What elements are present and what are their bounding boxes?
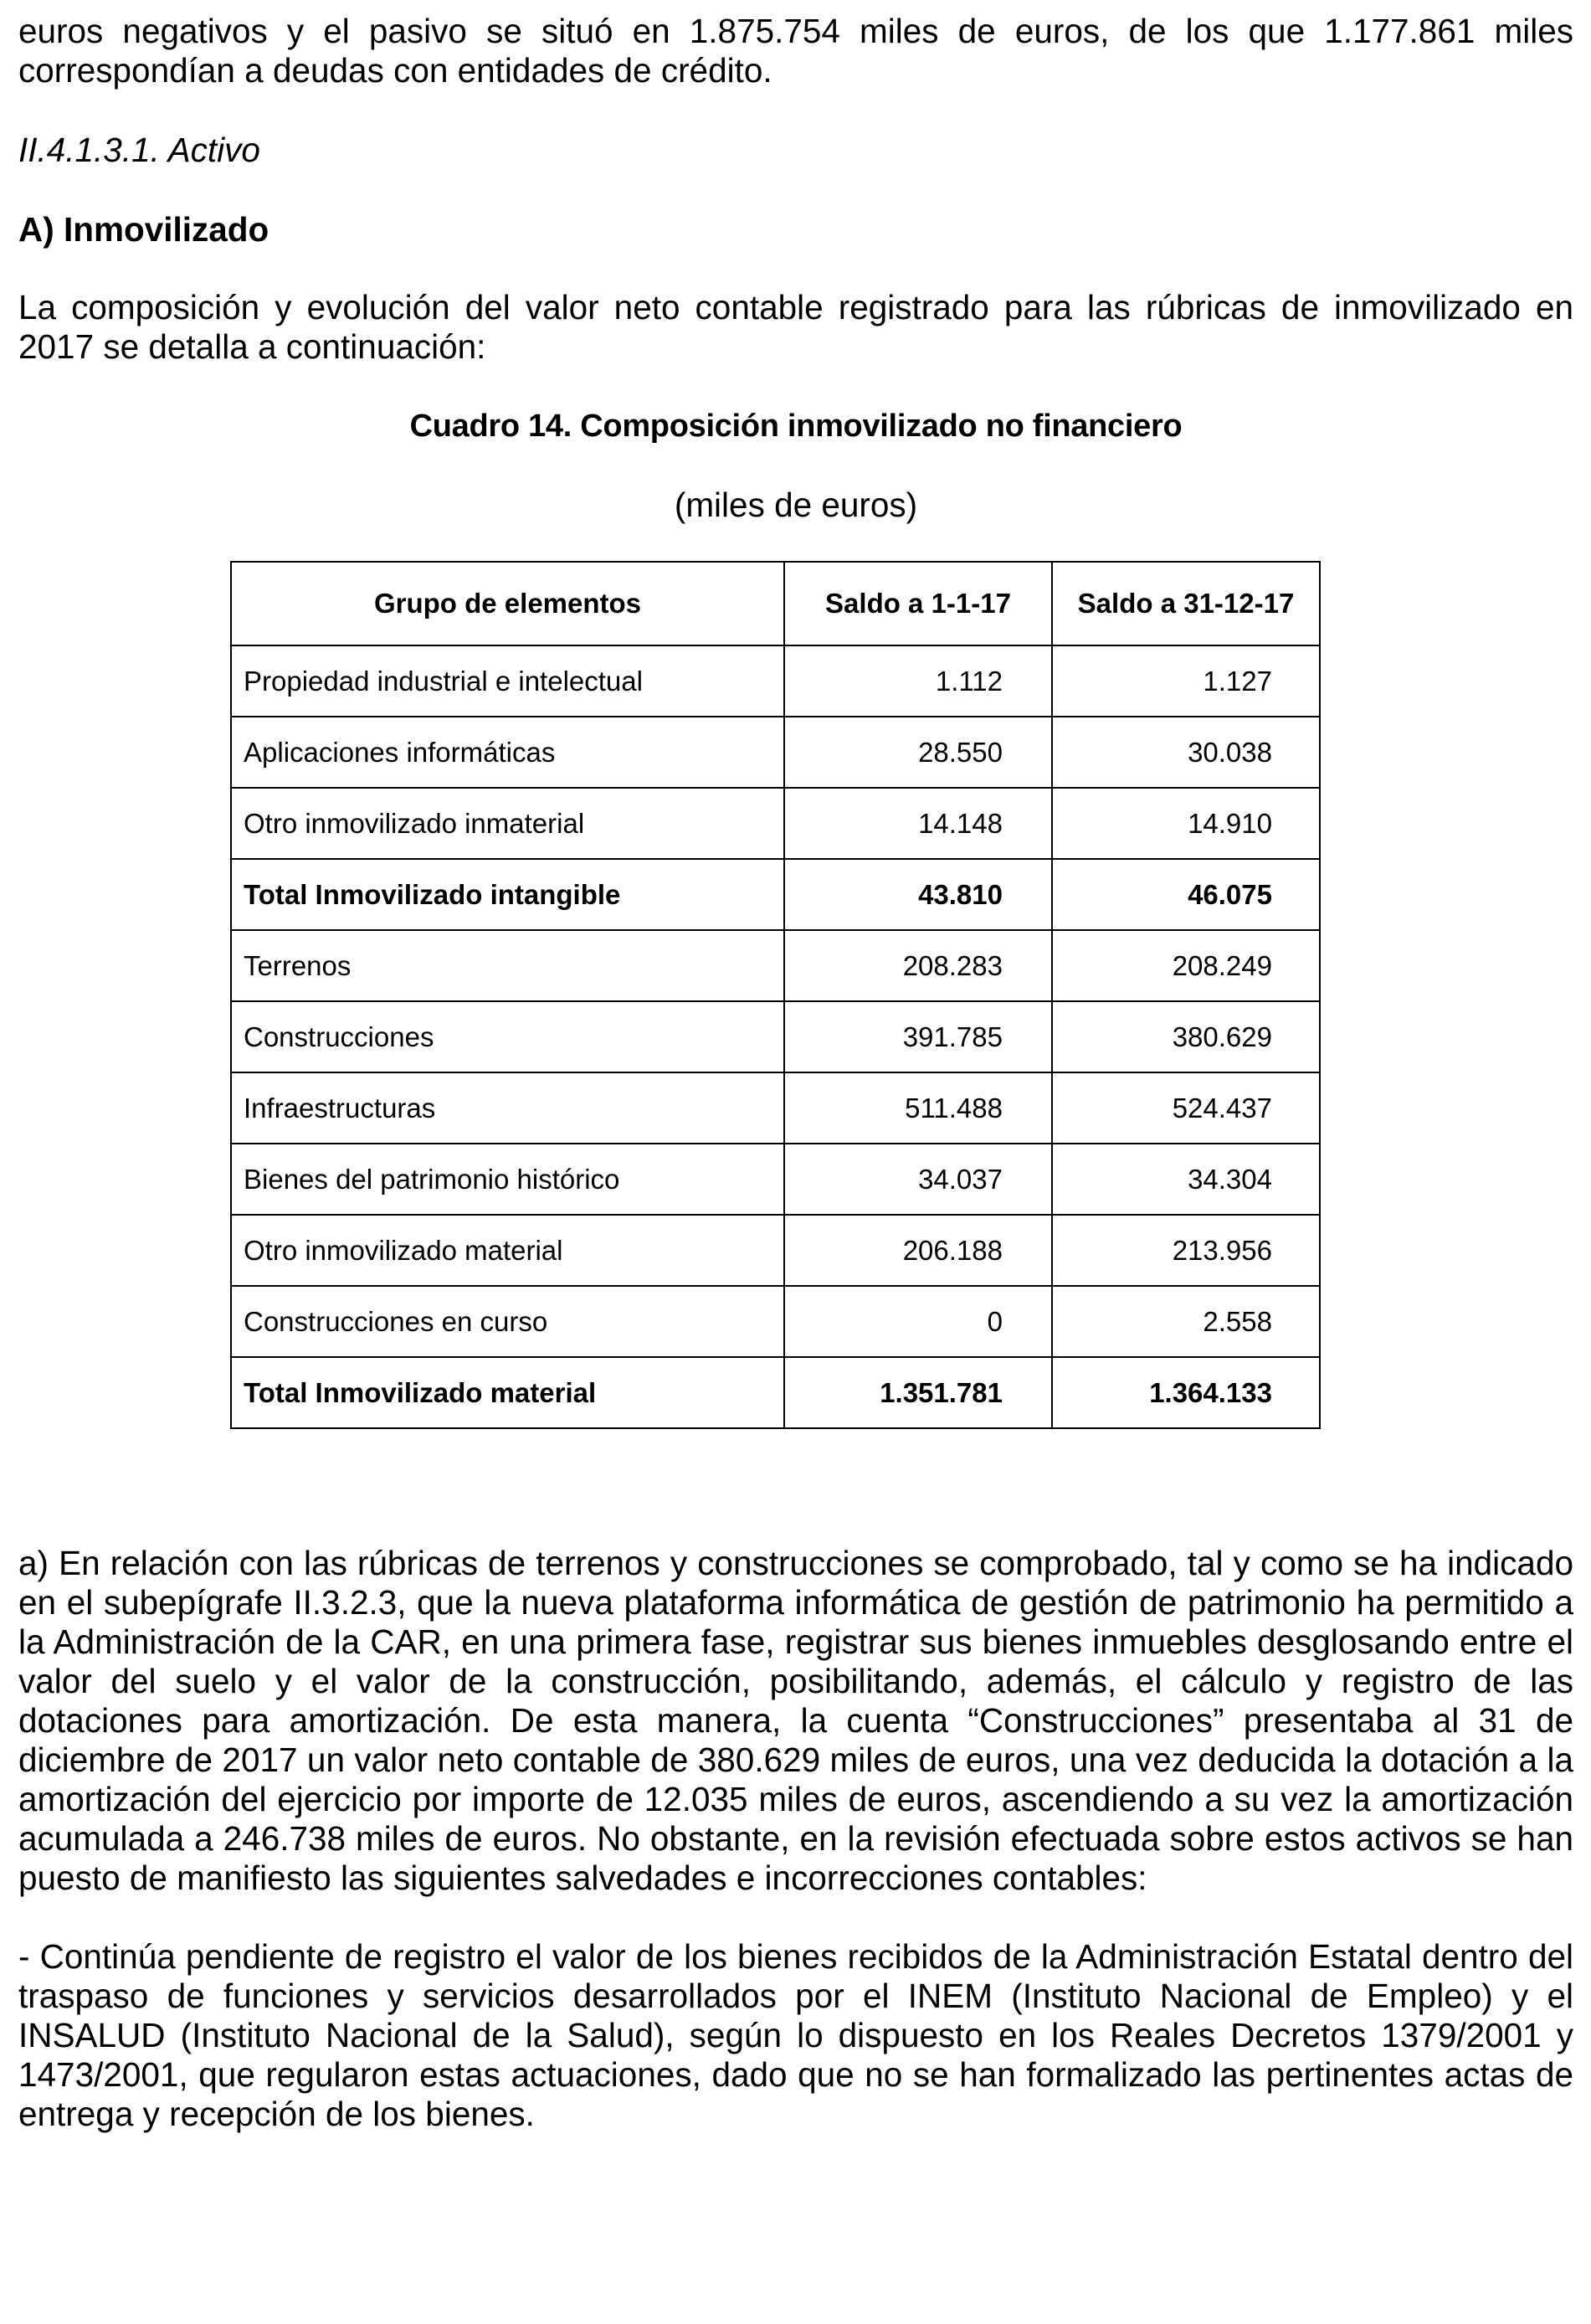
table-row [231,930,1320,1001]
paragraph-intro: La composición y evolución del valor neto contable registrado para las rúbricas de inmovilizado en 2017 se detalla a continuación: [18,288,1573,366]
header-balance-end: Saldo a 31-12-17 [1052,562,1320,645]
row-label: Otro inmovilizado material [231,1215,784,1286]
row-label: Bienes del patrimonio histórico [231,1144,784,1215]
table-row [231,1215,1320,1286]
row-value-end: 34.304 [1052,1144,1320,1215]
section-reference: II.4.1.3.1. Activo [18,131,260,169]
table-row [231,717,1320,788]
row-value-end: 1.364.133 [1052,1357,1320,1428]
row-value-end: 208.249 [1052,930,1320,1001]
row-value-start: 28.550 [784,717,1052,788]
table-caption: Cuadro 14. Composición inmovilizado no financiero [409,409,1183,444]
row-value-start: 14.148 [784,788,1052,859]
row-label: Construcciones en curso [231,1286,784,1357]
table-row-total [231,859,1320,930]
header-balance-start: Saldo a 1-1-17 [784,562,1052,645]
row-value-start: 34.037 [784,1144,1052,1215]
table-row [231,1286,1320,1357]
row-value-start: 1.112 [784,645,1052,717]
row-value-end: 30.038 [1052,717,1320,788]
row-value-start: 43.810 [784,859,1052,930]
paragraph-land-buildings: a) En relación con las rúbricas de terrenos y construcciones se comprobado, tal y como se ha indicado en el subepígrafe II.3.2.3, que la nueva plataforma informática de gestión de patrimonio ha permitido a la Administración de la CAR, en una primera fase, registrar sus bienes inmuebles desglosando entre el valor del suelo y el valor de la construcción, posibilitando, además, el cálculo y registro de las dotaciones para amortización. De esta manera, la cuenta “Construcciones” presentaba al 31 de diciembre de 2017 un valor neto contable de 380.629 miles de euros, una vez deducida la dotación a la amortización del ejercicio por importe de 12.035 miles de euros, ascendiendo a su vez la amortización acumulada a 246.738 miles de euros. No obstante, en la revisión efectuada sobre estos activos se han puesto de manifiesto las siguientes salvedades e incorrecciones contables: [18,1544,1573,1897]
paragraph-liabilities: euros negativos y el pasivo se situó en 1.875.754 miles de euros, de los que 1.177.861 miles correspondían a deudas con entidades de crédito. [18,12,1573,90]
section-heading: A) Inmovilizado [18,210,269,249]
row-value-end: 1.127 [1052,645,1320,717]
row-label: Construcciones [231,1001,784,1072]
table-row [231,1072,1320,1144]
row-label: Propiedad industrial e intelectual [231,645,784,717]
paragraph-bullet-pending: - Continúa pendiente de registro el valor de los bienes recibidos de la Administración Estatal dentro del traspaso de funciones y servicios desarrollados por el INEM (Instituto Nacional de Empleo) y el INSALUD (Instituto Nacional de la Salud), según lo dispuesto en los Reales Decretos 1379/2001 y 1473/2001, que regularon estas actuaciones, dado que no se han formalizado las pertinentes actas de entrega y recepción de los bienes. [18,1937,1573,2133]
body-text-after-table [18,1544,1573,2134]
row-value-start: 208.283 [784,930,1052,1001]
row-value-end: 213.956 [1052,1215,1320,1286]
row-value-end: 14.910 [1052,788,1320,859]
table-row-total [231,1357,1320,1428]
row-label: Total Inmovilizado material [231,1357,784,1428]
table-row [231,788,1320,859]
header-group: Grupo de elementos [231,562,784,645]
row-value-end: 380.629 [1052,1001,1320,1072]
row-value-start: 1.351.781 [784,1357,1052,1428]
row-label: Total Inmovilizado intangible [231,859,784,930]
row-value-end: 524.437 [1052,1072,1320,1144]
table-row [231,645,1320,717]
row-value-start: 511.488 [784,1072,1052,1144]
row-value-start: 206.188 [784,1215,1052,1286]
row-value-start: 0 [784,1286,1052,1357]
table-header-row [231,562,1320,645]
fixed-assets-table [230,561,1321,1429]
row-label: Aplicaciones informáticas [231,717,784,788]
table-row [231,1001,1320,1072]
row-value-start: 391.785 [784,1001,1052,1072]
row-label: Otro inmovilizado inmaterial [231,788,784,859]
table-units: (miles de euros) [674,486,918,524]
table-row [231,1144,1320,1215]
row-label: Infraestructuras [231,1072,784,1144]
row-value-end: 46.075 [1052,859,1320,930]
document-page [18,12,1573,525]
row-value-end: 2.558 [1052,1286,1320,1357]
row-label: Terrenos [231,930,784,1001]
